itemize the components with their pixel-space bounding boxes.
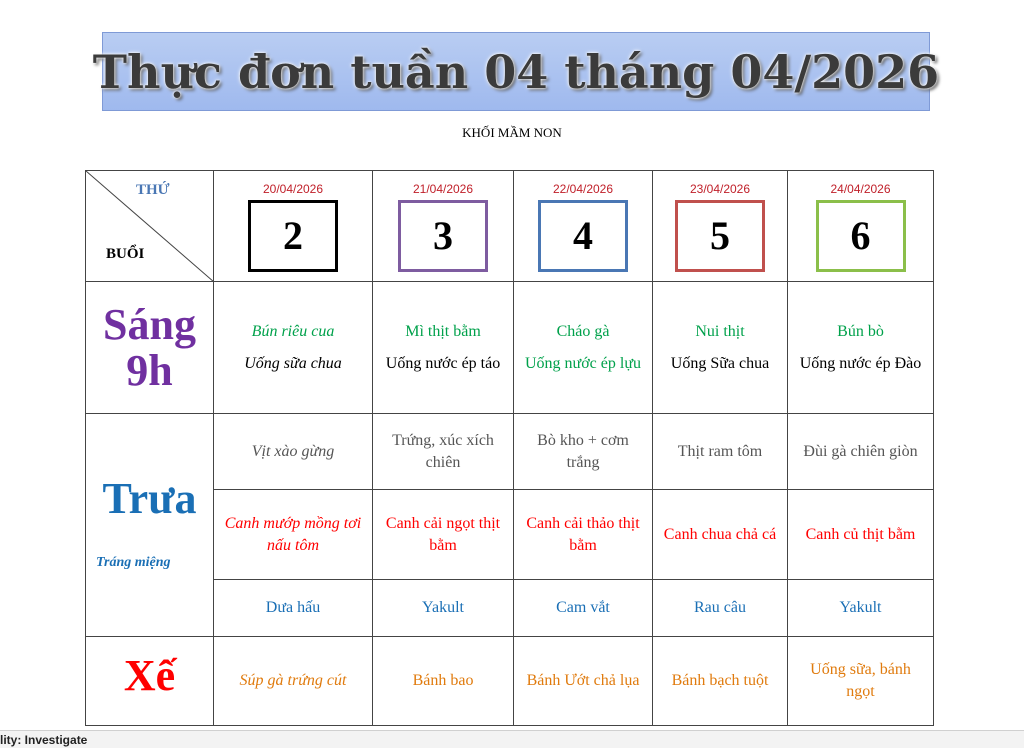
afternoon-snack: Bánh Ướt chả lụa bbox=[514, 637, 653, 726]
day-header-4 bbox=[514, 171, 653, 282]
day-date: 20/04/2026 bbox=[262, 182, 324, 196]
morning-cell bbox=[653, 282, 788, 414]
day-number-box: 4 bbox=[538, 200, 628, 272]
day-date: 21/04/2026 bbox=[412, 182, 474, 196]
lunch-main-dish: Đùi gà chiên giòn bbox=[788, 414, 934, 490]
lunch-soup: Canh cải ngọt thịt bằm bbox=[373, 490, 514, 580]
morning-cell bbox=[788, 282, 934, 414]
lunch-soup: Canh mướp mồng tơi nấu tôm bbox=[214, 490, 373, 580]
lunch-soup-row bbox=[86, 490, 934, 580]
lunch-soup: Canh cải thảo thịt bằm bbox=[514, 490, 653, 580]
morning-drink: Uống nước ép Đào bbox=[799, 354, 922, 372]
morning-label-cell bbox=[86, 282, 214, 414]
morning-cell bbox=[373, 282, 514, 414]
morning-meal: Bún bò bbox=[837, 322, 884, 340]
menu-table bbox=[85, 170, 934, 726]
afternoon-label: Xế bbox=[123, 651, 176, 700]
morning-cell bbox=[514, 282, 653, 414]
lunch-dessert: Cam vắt bbox=[514, 580, 653, 637]
subtitle: KHỐI MẦM NON bbox=[462, 125, 562, 140]
morning-cell bbox=[214, 282, 373, 414]
morning-meal: Bún riêu cua bbox=[251, 322, 335, 340]
day-date: 23/04/2026 bbox=[689, 182, 751, 196]
lunch-main-dish: Trứng, xúc xích chiên bbox=[373, 414, 514, 490]
day-header-3 bbox=[373, 171, 514, 282]
morning-drink: Uống sữa chua bbox=[244, 354, 342, 372]
morning-meal: Cháo gà bbox=[556, 322, 610, 340]
lunch-dessert: Yakult bbox=[373, 580, 514, 637]
morning-drink: Uống nước ép lựu bbox=[524, 354, 641, 372]
lunch-label: Trưa bbox=[102, 474, 197, 523]
day-header-6 bbox=[788, 171, 934, 282]
lunch-soup: Canh củ thịt bằm bbox=[788, 490, 934, 580]
lunch-main-dish: Vịt xào gừng bbox=[214, 414, 373, 490]
weekday-header-label: THỨ bbox=[136, 182, 170, 198]
morning-drink: Uống nước ép táo bbox=[385, 354, 501, 372]
title-banner bbox=[92, 32, 940, 111]
lunch-dessert: Dưa hấu bbox=[214, 580, 373, 637]
lunch-soup: Canh chua chả cá bbox=[653, 490, 788, 580]
lunch-dessert: Yakult bbox=[788, 580, 934, 637]
status-bar: lity: Investigate bbox=[0, 730, 1024, 748]
morning-row bbox=[86, 282, 934, 414]
afternoon-row bbox=[86, 637, 934, 726]
day-date: 22/04/2026 bbox=[552, 182, 614, 196]
lunch-main-dish: Bò kho + cơm trắng bbox=[514, 414, 653, 490]
dessert-label: Tráng miệng bbox=[96, 555, 171, 570]
header-row bbox=[86, 171, 934, 282]
afternoon-snack: Bánh bao bbox=[373, 637, 514, 726]
morning-meal: Nui thịt bbox=[695, 322, 745, 340]
afternoon-snack: Súp gà trứng cút bbox=[214, 637, 373, 726]
lunch-dessert: Rau câu bbox=[653, 580, 788, 637]
day-number-box: 5 bbox=[675, 200, 765, 272]
day-number-box: 3 bbox=[398, 200, 488, 272]
day-header-2 bbox=[214, 171, 373, 282]
corner-cell bbox=[86, 171, 214, 282]
day-number-box: 6 bbox=[816, 200, 906, 272]
lunch-main-dish: Thịt ram tôm bbox=[653, 414, 788, 490]
day-number-box: 2 bbox=[248, 200, 338, 272]
session-header-label: BUỔI bbox=[106, 246, 145, 262]
day-header-5 bbox=[653, 171, 788, 282]
afternoon-label-cell bbox=[86, 637, 214, 726]
page-title: Thực đơn tuần 04 tháng 04/2026 bbox=[92, 44, 940, 99]
afternoon-snack: Uống sữa, bánh ngọt bbox=[788, 637, 934, 726]
morning-time-label: 9h bbox=[126, 345, 173, 395]
lunch-label-cell bbox=[86, 414, 214, 637]
morning-drink: Uống Sữa chua bbox=[670, 354, 770, 372]
lunch-dessert-row bbox=[86, 580, 934, 637]
morning-meal: Mì thịt bằm bbox=[405, 322, 481, 340]
afternoon-snack: Bánh bạch tuột bbox=[653, 637, 788, 726]
day-date: 24/04/2026 bbox=[830, 182, 891, 196]
lunch-main-row bbox=[86, 414, 934, 490]
morning-label: Sáng bbox=[103, 299, 196, 349]
